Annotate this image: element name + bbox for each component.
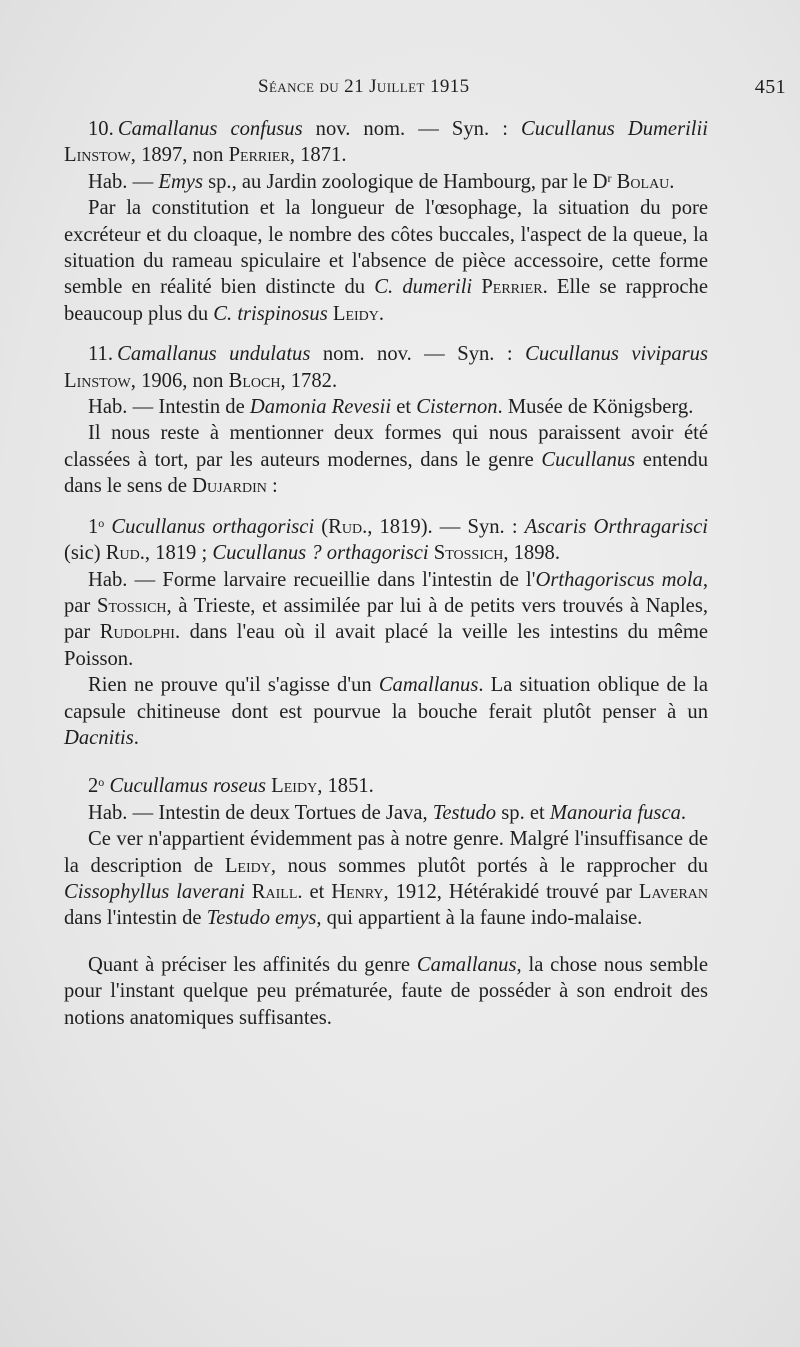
intro-paragraph: Il nous reste à mentionner deux formes qui nous paraissent avoir été classées à tort, par les auteurs modernes, dans le genre Cucullanus entendu dans le sens de Dujardin : — [64, 422, 708, 498]
habitat-paragraph: Hab. — Intestin de deux Tortues de Java, Testudo sp. et Manouria fusca. — [88, 801, 687, 824]
discussion-paragraph: Ce ver n'appartient évidemment pas à notre genre. Malgré l'insuffisance de la description de Leidy, nous sommes plutôt portés à le rapprocher du Cissophyllus laverani Raill. et Henry, 1912, Hétérakidé trouvé par Laveran dans l'intestin de Testudo emys, qui appartient à la faune indo-malaise. — [64, 828, 708, 930]
closing-paragraph: Quant à préciser les affinités du genre Camallanus, la chose nous semble pour l'instant quelque peu prématurée, faute de posséder à son endroit des notions anatomiques suffisantes. — [64, 953, 709, 1029]
habitat-paragraph: Hab. — Emys sp., au Jardin zoologique de Hambourg, par le $D^r$ Bolau. — [88, 170, 675, 193]
species-entry-10: 10. Camallanus confusus nov. nom. — Syn. : Cucullanus Dumerilii Linstow, 1897, non Perrier, 1871. — [64, 118, 708, 167]
running-header — [0, 72, 800, 102]
page-number: 451 — [754, 76, 786, 98]
habitat-paragraph: Hab. — Forme larvaire recueillie dans l'intestin de l'Orthagoriscus mola, par Stossich, à Trieste, et assimilée par lui à de petits vers trouvés à Naples, par Rudolphi. dans l'eau où il avait placé la veille les intestins du même Poisson. — [64, 568, 708, 670]
body-text — [64, 116, 708, 1031]
description-paragraph: Par la constitution et la longueur de l'œsophage, la situation du pore excréteur et du cloaque, le nombre des côtes buccales, l'aspect de la queue, la situation du rameau spiculaire et l'absence de pièce accessoire, cette forme semble en réalité bien distincte du C. dumerili Perrier. Elle se rapproche beaucoup plus du C. trispinosus Leidy. — [64, 197, 708, 325]
species-entry-2: 2$^o$ Cucullamus roseus Leidy, 1851. — [88, 775, 374, 798]
habitat-paragraph: Hab. — Intestin de Damonia Revesii et Cisternon. Musée de Königsberg. — [88, 396, 694, 419]
species-entry-11: 11. Camallanus undulatus nom. nov. — Syn. : Cucullanus viviparus Linstow, 1906, non Bloch, 1782. — [64, 343, 708, 392]
discussion-paragraph: Rien ne prouve qu'il s'agisse d'un Camallanus. La situation oblique de la capsule chitineuse dont est pourvue la bouche ferait plutôt penser à un Dacnitis. — [64, 674, 708, 749]
running-title: Séance du 21 Juillet 1915 — [258, 76, 470, 97]
species-entry-1: 1$^o$ Cucullanus orthagorisci (Rud., 1819). — Syn. : Ascaris Orthragarisci (sic) Rud., 1819 ; Cucullanus ? orthagorisci Stossich, 1898. — [64, 515, 708, 565]
